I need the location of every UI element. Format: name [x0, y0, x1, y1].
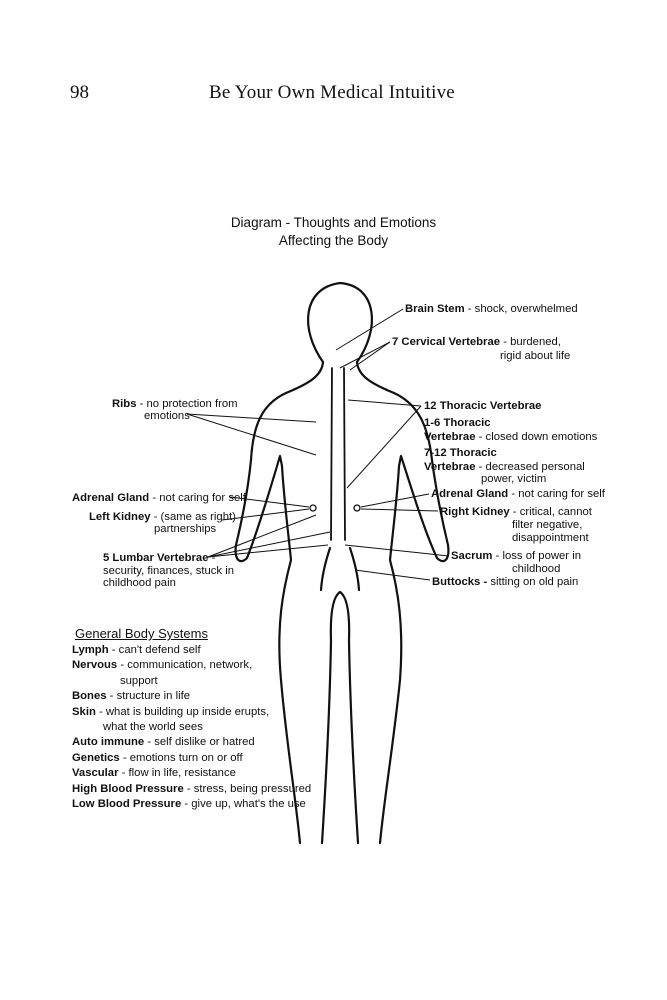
left-kidney-marker — [310, 505, 316, 511]
label-buttocks: Buttocks - sitting on old pain — [432, 576, 579, 588]
label-adrenal-gland-right: Adrenal Gland - not caring for self — [431, 488, 605, 500]
body-systems-heading: General Body Systems — [75, 626, 208, 641]
list-item-continuation: what the world sees — [103, 721, 203, 734]
spine-left-edge — [331, 368, 332, 540]
label-ribs-cont: emotions — [144, 410, 190, 422]
list-item: Skin - what is building up inside erupts, — [72, 705, 270, 718]
spine-right-edge — [344, 368, 345, 540]
leader-lumbar-c — [208, 532, 330, 557]
running-head: Be Your Own Medical Intuitive — [209, 82, 455, 103]
diagram-title-line-1: Diagram - Thoughts and Emotions — [230, 215, 437, 230]
list-item: Genetics - emotions turn on or off — [72, 751, 243, 764]
label-adrenal-gland-left: Adrenal Gland - not caring for self — [72, 492, 246, 504]
label-right-kidney-cont2: disappointment — [512, 532, 589, 544]
leader-cervical-b — [350, 342, 390, 370]
leader-ribs-a — [187, 414, 316, 422]
label-cervical-vertebrae: 7 Cervical Vertebrae - burdened, — [392, 336, 561, 348]
list-item: Lymph - can't defend self — [72, 644, 201, 656]
leader-thoracic-spine — [347, 406, 421, 488]
label-right-kidney-cont: filter negative, — [512, 519, 583, 531]
head-outline — [308, 283, 372, 362]
body-systems-list — [72, 643, 311, 812]
label-ribs: Ribs - no protection from — [112, 398, 238, 410]
right-buttock-outline — [350, 548, 359, 590]
list-item-continuation: support — [120, 674, 158, 687]
label-lumbar-vertebrae-cont: security, finances, stuck in — [103, 565, 235, 577]
list-item: Low Blood Pressure - give up, what's the use — [72, 798, 306, 811]
list-item: Nervous - communication, network, — [72, 659, 253, 672]
label-right-kidney: Right Kidney - critical, cannot — [440, 506, 592, 518]
label-brain-stem: Brain Stem - shock, overwhelmed — [405, 303, 578, 315]
label-lumbar-vertebrae: 5 Lumbar Vertebrae - — [103, 552, 216, 564]
label-sacrum: Sacrum - loss of power in — [451, 550, 581, 562]
label-12-thoracic: 12 Thoracic Vertebrae — [424, 400, 542, 412]
label-7-12-thoracic-cont2: power, victim — [481, 473, 547, 485]
list-item: Auto immune - self dislike or hatred — [72, 736, 255, 749]
list-item: Bones - structure in life — [72, 690, 191, 703]
list-item: Vascular - flow in life, resistance — [72, 767, 236, 780]
inner-right-leg-outline — [340, 592, 358, 843]
list-item: High Blood Pressure - stress, being pressured — [72, 782, 312, 795]
label-sacrum-cont: childhood — [512, 563, 561, 575]
right-kidney-marker — [354, 505, 360, 511]
left-buttock-outline — [321, 548, 330, 590]
page-number: 98 — [70, 82, 89, 103]
label-1-6-thoracic-cont: Vertebrae - closed down emotions — [424, 431, 598, 443]
label-1-6-thoracic: 1-6 Thoracic — [424, 417, 491, 429]
label-cervical-vertebrae-cont: rigid about life — [500, 350, 571, 362]
label-lumbar-vertebrae-cont2: childhood pain — [103, 577, 176, 589]
leader-right-kidney — [361, 509, 438, 511]
label-7-12-thoracic: 7-12 Thoracic — [424, 447, 497, 459]
label-left-kidney-cont: partnerships — [154, 523, 217, 535]
diagram-title-line-2: Affecting the Body — [278, 233, 389, 248]
label-left-kidney: Left Kidney - (same as right) — [89, 511, 236, 523]
label-7-12-thoracic-cont: Vertebrae - decreased personal — [424, 461, 585, 473]
leader-lumbar-b — [208, 545, 328, 557]
inner-left-leg-outline — [322, 592, 340, 843]
